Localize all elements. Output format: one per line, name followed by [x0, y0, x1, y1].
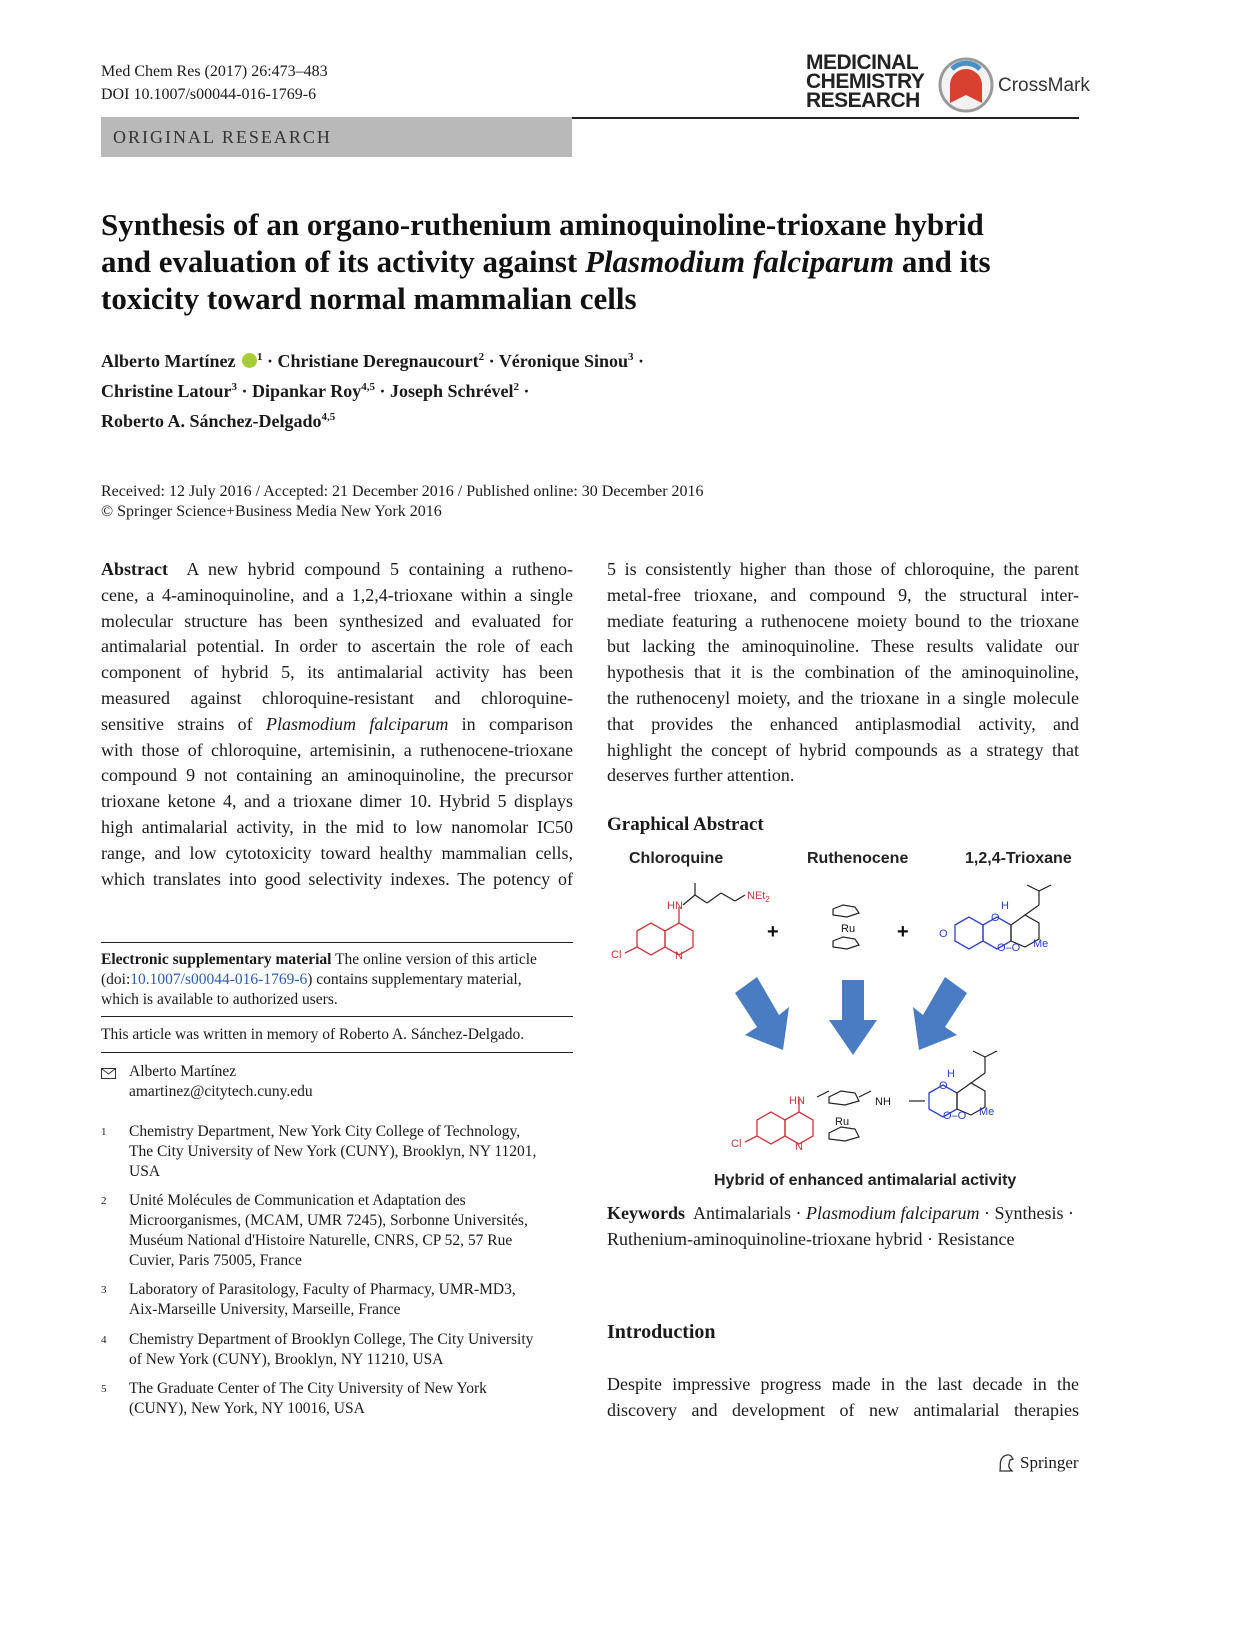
- corr-email[interactable]: amartinez@citytech.cuny.edu: [129, 1083, 313, 1100]
- abstract-text: in comparison: [448, 713, 574, 734]
- atom-me: Me: [979, 1106, 995, 1118]
- publisher-name: Springer: [1020, 1453, 1079, 1472]
- scheme-drawing: [607, 845, 1079, 1195]
- abstract-line: highlight the concept of hybrid compounds as a strategy that: [607, 739, 1079, 760]
- abstract-line: metal-free trioxane, and compound 9, the structural inter-: [607, 584, 1079, 605]
- author-affil: 3: [628, 351, 634, 363]
- hybrid-caption: Hybrid of enhanced antimalarial activity: [714, 1172, 1017, 1189]
- arrow-icons: [735, 977, 967, 1055]
- abstract-line: molecular structure has been synthesized and evaluated for: [101, 610, 573, 631]
- affiliation-line: The City University of New York (CUNY), Brooklyn, NY 11201,: [129, 1143, 537, 1160]
- atom-hn: HN: [667, 900, 683, 912]
- author-affil: 4,5: [321, 411, 336, 423]
- abstract-label: Abstract: [101, 559, 168, 579]
- author-name[interactable]: Christiane Deregnaucourt: [277, 351, 479, 371]
- atom-h: H: [947, 1068, 955, 1080]
- introduction-heading: Introduction: [607, 1321, 716, 1343]
- keyword: Synthesis: [994, 1203, 1064, 1223]
- abstract-line: component of hybrid 5, its antimalarial activity has been: [101, 662, 573, 683]
- affiliation-line: USA: [129, 1163, 161, 1180]
- atom-cl: Cl: [731, 1138, 742, 1150]
- abstract-line: trioxane ketone 4, and a trioxane dimer 10. Hybrid 5 displays: [101, 791, 573, 812]
- author-name[interactable]: Dipankar Roy: [252, 381, 362, 401]
- affiliation-line: (CUNY), New York, NY 10016, USA: [129, 1400, 365, 1417]
- keyword: Antimalarials: [693, 1203, 791, 1223]
- affiliation-number: 4: [101, 1334, 107, 1346]
- esm-label: Electronic supplementary material: [101, 951, 332, 968]
- journal-citation: Med Chem Res (2017) 26:473–483: [101, 63, 328, 80]
- abstract-left: [101, 557, 573, 892]
- graphical-abstract-heading: Graphical Abstract: [607, 814, 764, 835]
- abstract-line: compound 9 not containing an aminoquinoline, the precursor: [101, 765, 573, 786]
- introduction-text: [607, 1372, 1079, 1424]
- atom-net2-text: NEt: [747, 890, 766, 902]
- affiliation-line: of New York (CUNY), Brooklyn, NY 11210, USA: [129, 1351, 444, 1368]
- journal-logo-line: CHEMISTRY: [806, 70, 925, 93]
- atom-hn: HN: [789, 1095, 805, 1107]
- esm-text: The online version of this article: [331, 951, 537, 968]
- affiliation-line: Laboratory of Parasitology, Faculty of Pharmacy, UMR-MD3,: [129, 1281, 516, 1298]
- affiliation-line: Microorganismes, (MCAM, UMR 7245), Sorbonne Universités,: [129, 1212, 528, 1229]
- author-affil: 1: [256, 351, 263, 363]
- atom-cl: Cl: [611, 949, 622, 961]
- author-name[interactable]: Christine Latour: [101, 381, 232, 401]
- journal-logo-line: MEDICINAL: [806, 51, 919, 74]
- abstract-text: sensitive strains of: [101, 713, 266, 734]
- footnote-rule: [101, 1016, 573, 1017]
- author-affil: 3: [231, 381, 237, 393]
- atom-h: H: [1001, 900, 1009, 912]
- affiliation-number: 5: [101, 1383, 107, 1395]
- affiliation-line: Muséum National d'Histoire Naturelle, CNRS, CP 52, 57 Rue: [129, 1232, 513, 1249]
- arrow-down-left-icon: [913, 977, 967, 1050]
- corr-name: Alberto Martínez: [129, 1063, 237, 1080]
- esm-text: (doi:: [101, 971, 131, 988]
- keyword-separator: ·: [922, 1228, 938, 1249]
- author-name[interactable]: Joseph Schrével: [389, 381, 514, 401]
- esm-text: ) contains supplementary material,: [307, 971, 522, 988]
- abstract-line: with those of chloroquine, artemisinin, a ruthenocene-trioxane: [101, 739, 573, 760]
- author-affil: 2: [513, 381, 519, 393]
- abstract-line: [101, 557, 573, 583]
- keyword-separator: ·: [791, 1203, 806, 1223]
- affiliation: [101, 1191, 573, 1271]
- affiliation-number: 3: [101, 1284, 107, 1296]
- affiliation-line: Chemistry Department of Brooklyn College, The City University: [129, 1331, 534, 1348]
- title-text: and evaluation of its activity against: [101, 244, 585, 279]
- affiliation-line: The Graduate Center of The City University of New York: [129, 1380, 487, 1397]
- hybrid-linker: [817, 1091, 925, 1141]
- abstract-line: range, and low cytotoxicity toward healthy mammalian cells,: [101, 842, 573, 863]
- affiliation-number: 1: [101, 1126, 107, 1138]
- title-species: Plasmodium falciparum: [584, 244, 895, 279]
- atom-oo: O–O: [997, 942, 1021, 954]
- title-line: [101, 243, 1101, 280]
- author-affil: 4,5: [361, 381, 375, 393]
- title-line: Synthesis of an organo-ruthenium aminoquinoline-trioxane hybrid: [101, 207, 984, 242]
- abstract-line: 5 is consistently higher than those of chloroquine, the parent: [607, 559, 1079, 579]
- orcid-icon[interactable]: [242, 353, 257, 368]
- affiliation-line: Chemistry Department, New York City College of Technology,: [129, 1123, 521, 1140]
- copyright: © Springer Science+Business Media New York 2016: [101, 503, 442, 520]
- abstract-line: measured against chloroquine-resistant and chloroquine-: [101, 687, 573, 708]
- article-dates: Received: 12 July 2016 / Accepted: 21 December 2016 / Published online: 30 December 2016: [101, 483, 704, 500]
- abstract-line: hypothesis that it is the combination of the aminoquinoline,: [607, 662, 1079, 683]
- author-name[interactable]: Alberto Martínez: [101, 351, 236, 371]
- springer-horse-icon: [997, 1453, 1015, 1473]
- abstract-line: that provides the enhanced antiplasmodial activity, and: [607, 713, 1079, 734]
- title-text: and its: [894, 244, 991, 279]
- affiliation-number: 2: [101, 1195, 107, 1207]
- abstract-line: mediate featuring a ruthenocene moiety bound to the trioxane: [607, 610, 1079, 631]
- journal-logo-line: RESEARCH: [806, 89, 920, 112]
- atom-net2-sub: 2: [765, 895, 770, 904]
- affiliation: [101, 1280, 573, 1320]
- keywords-label: Keywords: [607, 1203, 685, 1223]
- keywords: [607, 1201, 1079, 1253]
- plus-sign: +: [767, 921, 779, 943]
- graphical-abstract-figure: [607, 845, 1079, 1195]
- author-name[interactable]: Roberto A. Sánchez-Delgado: [101, 411, 322, 431]
- keyword: Ruthenium-aminoquinoline-trioxane hybrid: [607, 1228, 923, 1249]
- label-ruthenocene: Ruthenocene: [807, 850, 909, 867]
- atom-net2: [747, 890, 770, 904]
- footnote-rule: [101, 942, 573, 943]
- chloroquine-sidechain: [683, 883, 745, 905]
- affiliation: [101, 1379, 573, 1419]
- keyword-separator: ·: [1063, 1203, 1075, 1223]
- envelope-icon: [101, 1065, 116, 1076]
- abstract-line: but lacking the aminoquinoline. These results validate our: [607, 636, 1079, 657]
- abstract-right: [607, 557, 1079, 789]
- atom-ru: Ru: [835, 1116, 850, 1128]
- correspondence: [101, 1062, 573, 1102]
- affiliation-line: Cuvier, Paris 75005, France: [129, 1252, 302, 1269]
- label-trioxane: 1,2,4-Trioxane: [965, 850, 1072, 867]
- atom-o: O: [991, 912, 1000, 924]
- abstract-line: deserves further attention.: [607, 765, 795, 786]
- atom-me: Me: [1033, 938, 1049, 950]
- article-doi: DOI 10.1007/s00044-016-1769-6: [101, 86, 317, 103]
- keyword: Plasmodium falciparum: [806, 1203, 980, 1223]
- abstract-line: the ruthenocenyl moiety, and the trioxane in a single molecule: [607, 687, 1079, 708]
- esm-note: [101, 950, 573, 1010]
- atom-o: O: [939, 928, 948, 940]
- intro-line: discovery and development of new antimalarial therapies: [607, 1399, 1079, 1420]
- crossmark-label[interactable]: CrossMark: [998, 75, 1090, 96]
- abstract-line: high antimalarial activity, in the mid to low nanomolar IC50: [101, 816, 573, 837]
- chloroquine-structure: [625, 907, 693, 955]
- memorial-note: This article was written in memory of Roberto A. Sánchez-Delgado.: [101, 1026, 525, 1043]
- section-label: ORIGINAL RESEARCH: [101, 117, 572, 157]
- intro-line: Despite impressive progress made in the last decade in the: [607, 1374, 1079, 1394]
- journal-logo: [806, 53, 924, 110]
- arrow-down-right-icon: [735, 977, 789, 1050]
- plus-sign: +: [897, 921, 909, 943]
- article-title: [101, 206, 1101, 317]
- arrow-down-icon: [829, 980, 877, 1055]
- label-chloroquine: Chloroquine: [629, 850, 724, 867]
- author-list: Alberto Martínez $^1$ · Christiane Deregnaucourt$^2$ · Véronique Sinou$^3$ · Christine Latour$^3$ · Dipankar Roy$^{4,5}$ · Joseph Schrével$^2$ · Roberto A. Sánchez-Delgado$^{4,5}$: [101, 351, 645, 431]
- abstract-line: which translates into good selectivity indexes. The potency of: [101, 868, 573, 889]
- affiliation: [101, 1330, 573, 1370]
- keyword: Resistance: [937, 1228, 1015, 1249]
- abstract-line: antimalarial potential. In order to ascertain the role of each: [101, 636, 573, 657]
- atom-n: N: [795, 1141, 803, 1153]
- esm-text: which is available to authorized users.: [101, 991, 338, 1008]
- author-name[interactable]: Véronique Sinou: [498, 351, 629, 371]
- esm-doi-link[interactable]: 10.1007/s00044-016-1769-6: [130, 971, 308, 988]
- abstract-species: Plasmodium falciparum: [266, 713, 449, 734]
- footnote-rule: [101, 1052, 573, 1053]
- affiliation-line: Aix-Marseille University, Marseille, France: [129, 1301, 401, 1318]
- atom-nh: NH: [875, 1096, 891, 1108]
- affiliation: [101, 1122, 573, 1182]
- abstract-text: A new hybrid compound 5 containing a rutheno-: [186, 559, 573, 579]
- abstract-line: cene, a 4-aminoquinoline, and a 1,2,4-trioxane within a single: [101, 584, 573, 605]
- abstract-line: [101, 712, 573, 738]
- atom-oo: O–O: [943, 1110, 967, 1122]
- author-affil: 2: [478, 351, 485, 363]
- affiliation-line: Unité Molécules de Communication et Adaptation des: [129, 1192, 466, 1209]
- title-line: toxicity toward normal mammalian cells: [101, 281, 637, 316]
- atom-n: N: [675, 950, 683, 962]
- atom-o: O: [939, 1080, 948, 1092]
- crossmark-icon[interactable]: [938, 57, 994, 113]
- keyword-separator: ·: [979, 1203, 995, 1223]
- atom-ru: Ru: [841, 923, 856, 935]
